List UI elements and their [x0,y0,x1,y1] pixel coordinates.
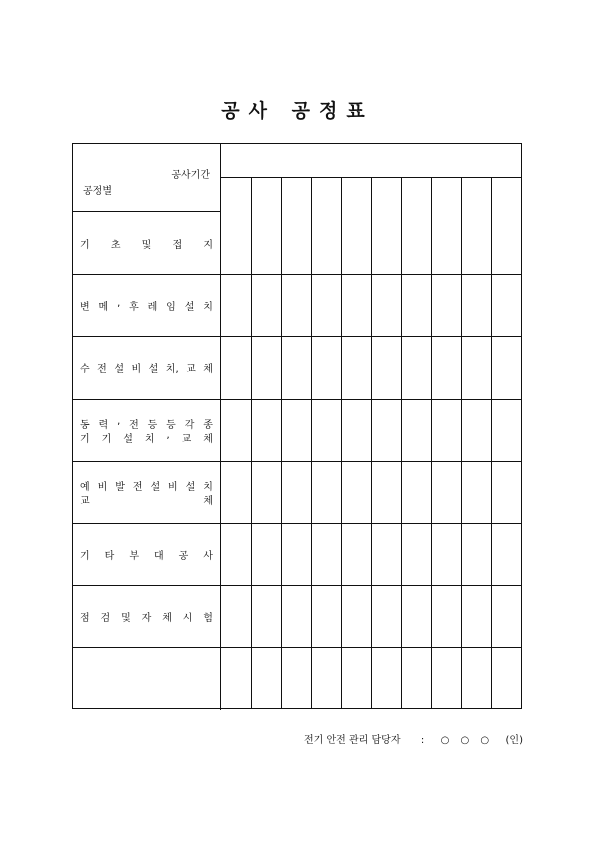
row-divider [73,336,521,337]
process-label-char: 비 [168,481,178,493]
period-header-cell [221,144,521,178]
schedule-cell[interactable] [251,461,281,523]
schedule-cell[interactable] [341,399,371,461]
schedule-cell[interactable] [371,585,401,647]
signature-line [304,731,523,746]
schedule-cell[interactable] [431,274,461,336]
schedule-cell[interactable] [311,274,341,336]
schedule-cell[interactable] [431,461,461,523]
process-label-char: 설 [114,364,124,376]
process-label-line [80,430,213,445]
process-label-char: , [117,298,121,310]
process-row-label [73,585,221,647]
schedule-cell[interactable] [491,336,521,398]
process-label-char: 비 [131,364,142,376]
process-row-label [73,212,221,274]
process-label-char: 기 [80,240,90,252]
process-label-char: 후 [129,302,139,314]
schedule-cell[interactable] [341,212,371,274]
schedule-cell[interactable] [281,647,311,709]
schedule-cell[interactable] [251,336,281,398]
row-divider [73,274,521,275]
schedule-table [72,143,522,709]
schedule-cell[interactable] [311,212,341,274]
process-row-label [73,523,221,585]
schedule-cell[interactable] [491,647,521,709]
process-label-char: 변 [80,302,90,314]
schedule-cell[interactable] [221,212,251,274]
process-label-char: 기 [101,433,112,445]
signature-seal: (인) [505,735,523,746]
schedule-cell[interactable] [461,647,491,709]
schedule-cell[interactable] [371,399,401,461]
schedule-cell[interactable] [461,399,491,461]
row-divider [73,461,521,462]
process-label-char: 및 [141,240,152,252]
process-label-char: 지 [203,240,213,252]
process-label-char: 초 [110,240,121,252]
process-row-label [73,336,221,398]
process-label-line [80,478,213,493]
schedule-cell[interactable] [431,336,461,398]
process-label-char: 메 [98,302,109,314]
schedule-cell[interactable] [461,212,491,274]
process-label-char: , [117,415,121,427]
process-label-char: 공 [178,551,189,563]
schedule-cell[interactable] [341,336,371,398]
process-label-char: 설 [148,364,159,376]
process-label-char: 체 [162,613,172,625]
process-label-char: 예 [80,481,90,493]
schedule-cell[interactable] [311,336,341,398]
schedule-cell[interactable] [221,585,251,647]
schedule-cell[interactable] [251,647,281,709]
schedule-cell[interactable] [401,399,431,461]
process-label-char: 검 [100,613,111,625]
schedule-cell[interactable] [431,585,461,647]
schedule-cell[interactable] [371,336,401,398]
schedule-cell[interactable] [461,274,491,336]
schedule-cell[interactable] [461,461,491,523]
schedule-cell[interactable] [311,585,341,647]
schedule-cell[interactable] [341,523,371,585]
process-label-char: 교 [80,495,90,507]
process-label-char: 교 [181,433,192,445]
process-label-char: 전 [129,419,139,431]
schedule-cell[interactable] [281,336,311,398]
schedule-cell[interactable] [431,399,461,461]
schedule-cell[interactable] [341,647,371,709]
schedule-cell[interactable] [491,585,521,647]
schedule-cell[interactable] [401,647,431,709]
process-label-char: 체 [203,495,213,507]
process-label-char: 종 [203,419,213,431]
process-label-char: 전 [97,364,107,376]
process-row-label [73,274,221,336]
schedule-cell[interactable] [461,585,491,647]
schedule-cell[interactable] [281,585,311,647]
schedule-cell[interactable] [431,523,461,585]
schedule-cell[interactable] [401,585,431,647]
process-label-char: 치 [144,433,155,445]
process-label-char: 등 [166,419,176,431]
process-label-char: 비 [97,481,108,493]
process-label-char: 교 [186,364,196,376]
schedule-cell[interactable] [431,647,461,709]
schedule-cell[interactable] [431,212,461,274]
process-row-label [73,647,221,709]
schedule-cell[interactable] [401,336,431,398]
process-label-char: 레 [147,302,158,314]
row-divider [73,399,521,400]
schedule-cell[interactable] [221,274,251,336]
schedule-cell[interactable] [311,461,341,523]
process-label-char: 발 [115,481,125,493]
schedule-cell[interactable] [221,399,251,461]
schedule-cell[interactable] [311,399,341,461]
schedule-cell[interactable] [371,212,401,274]
schedule-cell[interactable] [401,212,431,274]
process-label-char: 치 [203,302,213,314]
process-label-char: 사 [203,551,213,563]
process-label-char: 력 [98,419,109,431]
schedule-cell[interactable] [251,523,281,585]
process-label-line [80,547,213,562]
process-label-char: 점 [80,613,90,625]
process-label-char: 각 [184,419,195,431]
schedule-cell[interactable] [251,274,281,336]
schedule-cell[interactable] [221,647,251,709]
schedule-cell[interactable] [251,585,281,647]
schedule-cell[interactable] [251,212,281,274]
process-label-char: 자 [141,613,152,625]
process-label-char: 치 [203,481,213,493]
schedule-cell[interactable] [311,523,341,585]
signature-colon: : [420,735,425,746]
schedule-cell[interactable] [401,274,431,336]
schedule-cell[interactable] [371,647,401,709]
schedule-cell[interactable] [311,647,341,709]
schedule-cell[interactable] [461,336,491,398]
schedule-cell[interactable] [491,274,521,336]
schedule-cell[interactable] [461,523,491,585]
process-label-char: 수 [80,364,90,376]
schedule-cell[interactable] [341,461,371,523]
process-label-char: 설 [185,481,196,493]
process-label-char: 타 [104,551,115,563]
process-label-char: , [166,429,170,441]
period-header-label: 공사기간 [171,170,210,181]
row-divider [73,585,521,586]
process-row-label [73,461,221,523]
process-label-char: 설 [184,302,195,314]
process-label-char: 전 [132,481,143,493]
process-label-line [80,236,213,251]
process-label-char: 체 [203,433,213,445]
process-header-label: 공정별 [83,186,112,197]
process-label-char: 기 [80,433,90,445]
process-label-char: 대 [153,551,164,563]
process-label-char: 임 [166,302,176,314]
process-label-char: 험 [203,613,213,625]
schedule-cell[interactable] [491,212,521,274]
header-diagonal-cell [73,144,221,212]
schedule-cell[interactable] [251,399,281,461]
process-label-char: 체 [203,364,213,376]
process-label-line [80,609,213,624]
schedule-cell[interactable] [221,523,251,585]
row-divider [73,523,521,524]
signature-label: 전기 안전 관리 담당자 [304,735,401,746]
schedule-cell[interactable] [371,274,401,336]
page-title: 공사 공정표 [221,100,374,122]
process-row-label [73,399,221,461]
process-label-line [80,360,213,375]
process-label-char: 등 [147,419,158,431]
schedule-cell[interactable] [341,585,371,647]
row-divider [73,647,521,648]
schedule-cell[interactable] [401,523,431,585]
schedule-cell[interactable] [371,461,401,523]
schedule-cell[interactable] [341,274,371,336]
signature-name: ○ ○ ○ [440,735,494,746]
schedule-cell[interactable] [371,523,401,585]
schedule-cell[interactable] [281,212,311,274]
schedule-cell[interactable] [281,461,311,523]
schedule-cell[interactable] [221,461,251,523]
process-label-char: 부 [129,551,139,563]
process-label-char: 동 [80,419,90,431]
schedule-cell[interactable] [491,399,521,461]
schedule-cell[interactable] [281,523,311,585]
schedule-cell[interactable] [281,399,311,461]
process-label-char: 설 [150,481,161,493]
process-label-line [80,416,213,431]
process-label-char: 시 [182,613,193,625]
process-label-char: 설 [123,433,133,445]
process-label-char: 접 [172,240,183,252]
schedule-cell[interactable] [491,523,521,585]
schedule-cell[interactable] [401,461,431,523]
process-label-char: 치, [165,364,179,376]
schedule-cell[interactable] [281,274,311,336]
process-label-char: 기 [80,551,90,563]
process-label-char: 및 [121,613,131,625]
process-label-line [80,492,213,507]
schedule-cell[interactable] [491,461,521,523]
schedule-cell[interactable] [221,336,251,398]
process-label-line [80,298,213,313]
